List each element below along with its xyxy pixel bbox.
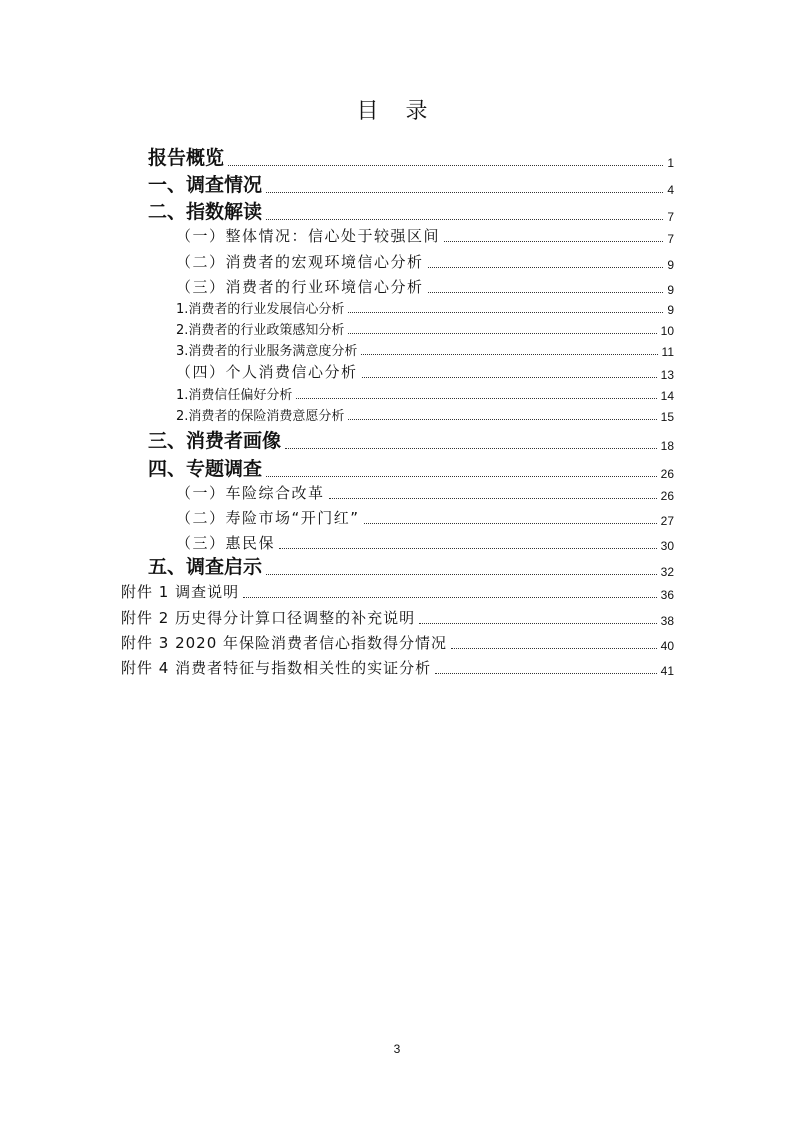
dot-leader (296, 398, 656, 399)
toc-entry-2-4-1[interactable] (176, 384, 674, 403)
toc-entry-label: 附件 1 调查说明 (121, 583, 240, 601)
toc-entry-label: 2.消费者的保险消费意愿分析 (176, 409, 345, 424)
toc-entry-page: 11 (661, 345, 674, 359)
dot-leader (435, 673, 657, 674)
toc-entry-label: 1.消费者的行业发展信心分析 (176, 302, 345, 317)
toc-entry-label: （三）消费者的行业环境信心分析 (176, 278, 424, 296)
toc-entry-appendix-1[interactable] (121, 581, 674, 602)
dot-leader (266, 192, 663, 193)
toc-entry-label: 3.消费者的行业服务满意度分析 (176, 344, 358, 359)
toc-entry-label: （一）整体情况：信心处于较强区间 (176, 227, 441, 245)
dot-leader (361, 354, 657, 355)
toc-entry-section-5[interactable] (148, 552, 674, 579)
toc-entry-label: （二）寿险市场“开门红” (176, 509, 360, 527)
toc-entry-label: 报告概览 (148, 147, 225, 169)
toc-entry-label: （一）车险综合改革 (176, 484, 325, 502)
toc-entry-page: 9 (667, 303, 674, 317)
toc-entry-page: 30 (660, 539, 674, 553)
dot-leader (285, 448, 657, 449)
toc-entry-4-3[interactable] (176, 532, 674, 553)
toc-entry-appendix-3[interactable] (121, 632, 674, 653)
toc-entry-label: （二）消费者的宏观环境信心分析 (176, 253, 424, 271)
toc-entry-4-2[interactable] (176, 507, 674, 528)
dot-leader (266, 574, 657, 575)
toc-entry-page: 9 (667, 258, 674, 272)
dot-leader (348, 312, 663, 313)
toc-entry-appendix-4[interactable] (121, 657, 674, 678)
toc-entry-page: 26 (660, 467, 674, 481)
toc-entry-page: 40 (660, 639, 674, 653)
dot-leader (266, 219, 663, 220)
toc-entry-page: 32 (660, 565, 674, 579)
toc-entry-label: 附件 2 历史得分计算口径调整的补充说明 (121, 609, 416, 627)
toc-entry-page: 26 (660, 489, 674, 503)
toc-entry-label: 1.消费信任偏好分析 (176, 388, 293, 403)
toc-entry-page: 4 (667, 183, 674, 197)
toc-entry-4-1[interactable] (176, 482, 674, 503)
toc-entry-label: 一、调查情况 (148, 174, 263, 196)
toc-entry-page: 38 (660, 614, 674, 628)
toc-entry-page: 13 (660, 368, 674, 382)
toc-entry-page: 27 (660, 514, 674, 528)
toc-entry-page: 36 (660, 588, 674, 602)
toc-entry-2-4-2[interactable] (176, 405, 674, 424)
toc-entry-section-3[interactable] (148, 426, 674, 453)
dot-leader (419, 623, 657, 624)
toc-entry-section-2[interactable] (148, 197, 674, 224)
toc-entry-page: 7 (667, 232, 674, 246)
toc-entry-page: 10 (660, 324, 674, 338)
dot-leader (329, 498, 657, 499)
toc-entry-2-4[interactable] (176, 361, 674, 382)
toc-entry-label: 五、调查启示 (148, 556, 263, 578)
toc-entry-label: 四、专题调查 (148, 458, 263, 480)
toc-entry-page: 18 (660, 439, 674, 453)
toc-entry-page: 15 (660, 410, 674, 424)
toc-entry-page: 1 (667, 156, 674, 170)
dot-leader (228, 165, 663, 166)
toc-entry-overview[interactable] (148, 143, 674, 170)
dot-leader (362, 377, 657, 378)
toc-entry-page: 9 (667, 283, 674, 297)
dot-leader (243, 597, 657, 598)
toc-entry-page: 41 (660, 664, 674, 678)
toc-entry-label: （四）个人消费信心分析 (176, 363, 358, 381)
toc-entry-appendix-2[interactable] (121, 607, 674, 628)
toc-entry-2-2[interactable] (176, 251, 674, 272)
dot-leader (428, 267, 664, 268)
dot-leader (444, 241, 663, 242)
toc-entry-label: 2.消费者的行业政策感知分析 (176, 323, 345, 338)
toc-entry-page: 14 (660, 389, 674, 403)
toc-entry-2-1[interactable] (176, 225, 674, 246)
toc-entry-2-3[interactable] (176, 276, 674, 297)
toc-entry-page: 7 (667, 210, 674, 224)
toc-entry-label: 三、消费者画像 (148, 430, 282, 452)
dot-leader (364, 523, 657, 524)
toc-entry-2-3-1[interactable] (176, 298, 674, 317)
toc-entry-section-4[interactable] (148, 454, 674, 481)
page-title: 目 录 (356, 99, 438, 124)
dot-leader (348, 419, 656, 420)
toc-entry-label: （三）惠民保 (176, 534, 276, 552)
page-number: 3 (393, 1042, 401, 1056)
toc-entry-2-3-2[interactable] (176, 319, 674, 338)
dot-leader (279, 548, 657, 549)
dot-leader (348, 333, 656, 334)
toc-entry-label: 附件 3 2020 年保险消费者信心指数得分情况 (121, 634, 448, 652)
toc-entry-2-3-3[interactable] (176, 340, 674, 359)
dot-leader (266, 476, 657, 477)
toc-entry-label: 二、指数解读 (148, 201, 263, 223)
dot-leader (451, 648, 657, 649)
dot-leader (428, 292, 664, 293)
toc-entry-section-1[interactable] (148, 170, 674, 197)
toc-entry-label: 附件 4 消费者特征与指数相关性的实证分析 (121, 659, 432, 677)
